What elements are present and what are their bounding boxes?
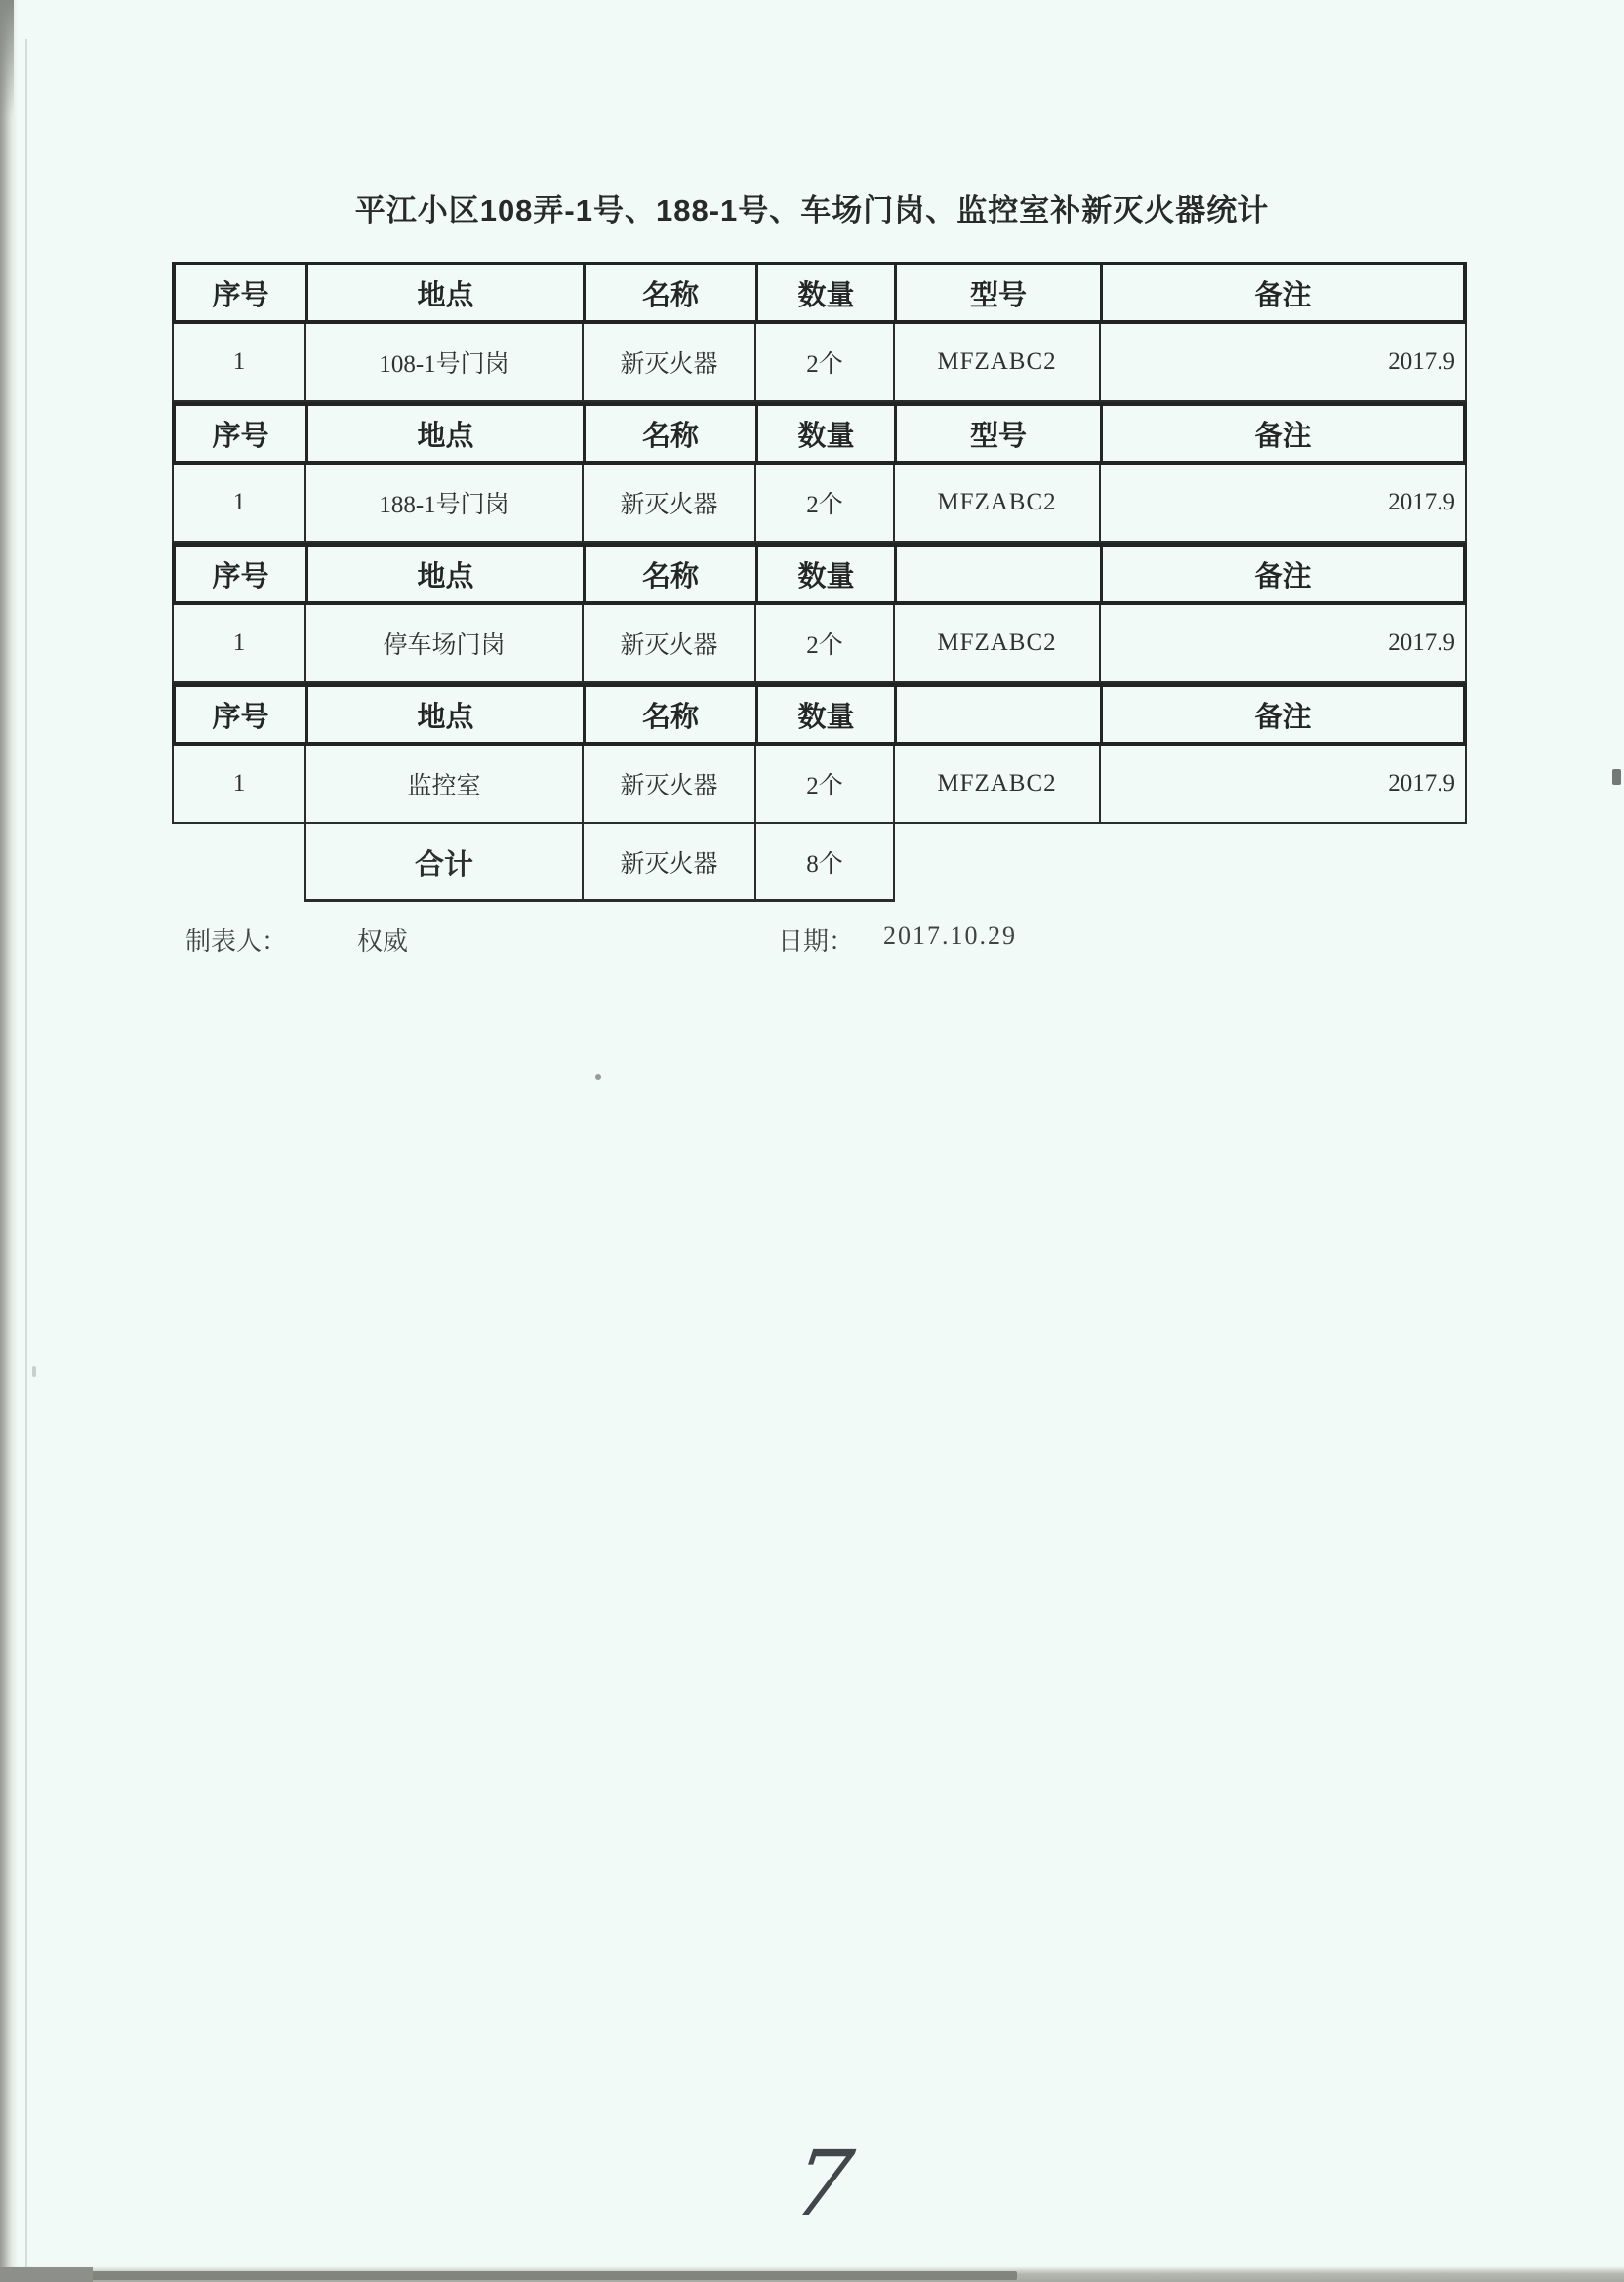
scan-corner-top-left	[0, 0, 14, 117]
col-header-location: 地点	[308, 406, 586, 461]
col-header-seq: 序号	[176, 547, 308, 601]
scan-edge-bottom-shadow	[90, 2271, 1017, 2280]
fire-extinguisher-table	[172, 262, 1467, 902]
col-header-model: 型号	[897, 265, 1103, 320]
cell-location: 188-1号门岗	[306, 465, 584, 541]
col-header-remark: 备注	[1254, 420, 1312, 452]
scan-crease-line	[25, 39, 27, 2274]
table-header-row	[172, 402, 1467, 465]
col-header-remark: 备注	[1254, 279, 1312, 311]
cell-quantity: 2个	[756, 746, 895, 822]
cell-seq: 1	[174, 465, 306, 541]
date-label: 日期：	[778, 927, 855, 956]
cell-location: 监控室	[306, 746, 584, 822]
scan-speck	[595, 1074, 601, 1080]
cell-seq: 1	[174, 746, 306, 822]
col-header-quantity: 数量	[758, 687, 897, 742]
cell-model: MFZABC2	[895, 324, 1101, 400]
cell-remark: 2017.9	[1388, 489, 1455, 515]
cell-name: 新灭火器	[584, 746, 756, 822]
col-header-name: 名称	[586, 265, 758, 320]
table-row	[172, 746, 1467, 824]
col-header-seq: 序号	[176, 265, 308, 320]
col-header-model: 型号	[897, 406, 1103, 461]
table-header-row	[172, 543, 1467, 605]
total-name: 新灭火器	[584, 824, 756, 899]
col-header-model-empty	[897, 687, 1103, 742]
scan-corner-bottom-left	[0, 2267, 93, 2282]
cell-remark: 2017.9	[1388, 348, 1455, 375]
col-header-remark: 备注	[1254, 701, 1312, 733]
cell-quantity: 2个	[756, 324, 895, 400]
col-header-seq: 序号	[176, 687, 308, 742]
cell-quantity: 2个	[756, 465, 895, 541]
col-header-model-empty	[897, 547, 1103, 601]
col-header-location: 地点	[308, 547, 586, 601]
cell-name: 新灭火器	[584, 324, 756, 400]
col-header-remark: 备注	[1254, 560, 1312, 592]
table-header-row	[172, 262, 1467, 324]
col-header-location: 地点	[308, 687, 586, 742]
table-row	[172, 605, 1467, 683]
col-header-quantity: 数量	[758, 547, 897, 601]
col-header-seq: 序号	[176, 406, 308, 461]
col-header-quantity: 数量	[758, 406, 897, 461]
cell-remark: 2017.9	[1388, 770, 1455, 796]
scan-speck	[1612, 769, 1621, 785]
cell-remark: 2017.9	[1388, 630, 1455, 656]
table-header-row	[172, 683, 1467, 746]
table-row	[172, 324, 1467, 402]
cell-seq: 1	[174, 324, 306, 400]
table-row	[172, 465, 1467, 543]
cell-model: MFZABC2	[895, 605, 1101, 681]
total-row	[304, 824, 895, 902]
col-header-name: 名称	[586, 687, 758, 742]
cell-model: MFZABC2	[895, 465, 1101, 541]
creator-name: 权威	[357, 927, 409, 956]
col-header-location: 地点	[308, 265, 586, 320]
date-value: 2017.10.29	[883, 921, 1017, 950]
cell-seq: 1	[174, 605, 306, 681]
cell-quantity: 2个	[756, 605, 895, 681]
cell-location: 停车场门岗	[306, 605, 584, 681]
total-quantity: 8个	[806, 850, 843, 877]
cell-model: MFZABC2	[895, 746, 1101, 822]
cell-location: 108-1号门岗	[306, 324, 584, 400]
scan-edge-left	[0, 0, 18, 2282]
col-header-name: 名称	[586, 547, 758, 601]
col-header-name: 名称	[586, 406, 758, 461]
col-header-quantity: 数量	[758, 265, 897, 320]
handwritten-page-number: 7	[787, 2132, 860, 2236]
document-title: 平江小区108弄-1号、188-1号、车场门岗、监控室补新灭火器统计	[354, 193, 1270, 227]
footer	[0, 921, 1624, 960]
cell-name: 新灭火器	[584, 605, 756, 681]
scan-speck	[32, 1366, 36, 1377]
cell-name: 新灭火器	[584, 465, 756, 541]
creator-label: 制表人：	[185, 926, 288, 956]
total-label: 合计	[306, 824, 584, 899]
